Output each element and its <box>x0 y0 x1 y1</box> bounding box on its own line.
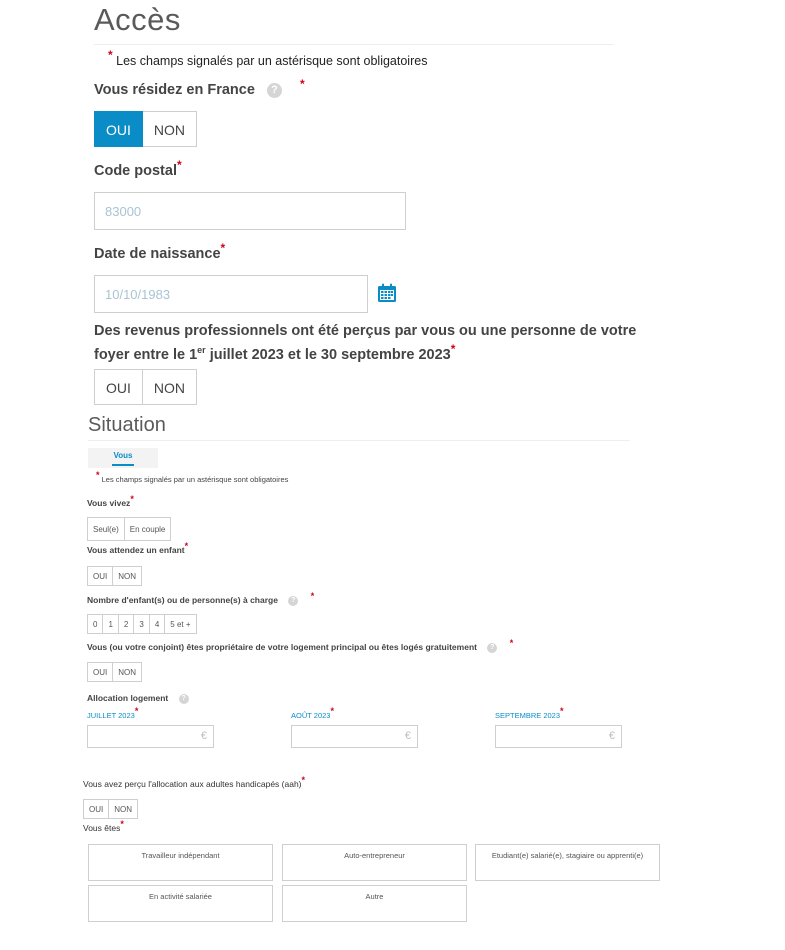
allocation-septembre-input[interactable] <box>495 725 622 748</box>
postal-code-label: Code postal <box>94 163 177 179</box>
section-title-situation: Situation <box>88 414 166 436</box>
tab-vous[interactable]: Vous <box>88 448 158 468</box>
proprietaire-non-button[interactable]: NON <box>113 662 142 682</box>
allocation-label-row: Allocation logement ? <box>87 693 189 704</box>
required-asterisk: * <box>299 77 305 91</box>
resident-label: Vous résidez en France <box>94 82 255 98</box>
help-icon[interactable]: ? <box>288 596 298 606</box>
aah-oui-button[interactable]: OUI <box>83 799 109 819</box>
required-asterisk: * <box>220 241 226 255</box>
tab-active-indicator <box>112 464 134 466</box>
seul-button[interactable]: Seul(e) <box>87 517 125 541</box>
revenus-oui-button[interactable]: OUI <box>94 369 143 405</box>
enfant-oui-button[interactable]: OUI <box>87 566 113 586</box>
required-asterisk: * <box>310 591 315 601</box>
enfant-non-button[interactable]: NON <box>113 566 142 586</box>
section-divider <box>88 440 630 441</box>
revenus-toggle <box>94 369 197 405</box>
vous-vivez-toggle <box>87 517 171 541</box>
section-divider <box>94 44 614 45</box>
resident-non-button[interactable]: NON <box>143 111 197 147</box>
allocation-aout-input[interactable] <box>291 725 418 748</box>
statut-travailleur-independant-option[interactable]: Travailleur indépendant <box>88 844 273 881</box>
aah-toggle <box>83 799 138 819</box>
revenus-question: Des revenus professionnels ont été perçus par vous ou une personne de votre foyer entre le 1er juillet 2023 et le 30 septembre 2023* <box>94 323 637 363</box>
birth-date-label-row <box>94 241 226 262</box>
required-asterisk: * <box>108 48 113 62</box>
required-asterisk: * <box>134 706 139 716</box>
help-icon[interactable]: ? <box>267 83 282 98</box>
month-label-juillet: JUILLET 2023* <box>87 706 139 720</box>
proprietaire-toggle <box>87 662 142 682</box>
revenus-non-button[interactable]: NON <box>143 369 197 405</box>
section-title-acces: Accès <box>94 2 181 37</box>
nb-enfants-label-row: Nombre d'enfant(s) ou de personne(s) à charge ? * <box>87 591 315 605</box>
help-icon[interactable]: ? <box>487 643 497 653</box>
statut-auto-entrepreneur-option[interactable]: Auto-entrepreneur <box>282 844 467 881</box>
resident-label-row <box>94 77 305 98</box>
statut-etudiant-salarie-option[interactable]: Etudiant(e) salarié(e), stagiaire ou apprenti(e) <box>475 844 660 881</box>
statut-autre-option[interactable]: Autre <box>282 885 467 922</box>
en-couple-button[interactable]: En couple <box>125 517 172 541</box>
required-asterisk: * <box>130 494 134 504</box>
statut-activite-salariee-option[interactable]: En activité salariée <box>88 885 273 922</box>
nb-enfants-2-button[interactable]: 2 <box>119 614 134 634</box>
month-label-aout: AOÛT 2023* <box>291 706 334 720</box>
vous-vivez-label-row: Vous vivez* <box>87 494 134 508</box>
resident-oui-button[interactable]: OUI <box>94 111 143 147</box>
postal-code-input[interactable] <box>94 192 406 230</box>
required-asterisk: * <box>450 341 456 356</box>
nb-enfants-1-button[interactable]: 1 <box>103 614 118 634</box>
euro-icon: € <box>404 730 411 742</box>
nb-enfants-3-button[interactable]: 3 <box>134 614 149 634</box>
birth-date-label: Date de naissance <box>94 246 221 262</box>
proprietaire-label-row: Vous (ou votre conjoint) êtes propriétaire de votre logement principal ou êtes logés gratuitement ? * <box>87 638 514 652</box>
help-icon[interactable]: ? <box>179 694 189 704</box>
postal-code-label-row <box>94 158 182 179</box>
nb-enfants-4-button[interactable]: 4 <box>150 614 165 634</box>
euro-icon: € <box>200 730 207 742</box>
nb-enfants-5-plus-button[interactable]: 5 et + <box>165 614 196 634</box>
nb-enfants-toggle <box>87 614 197 634</box>
month-label-septembre: SEPTEMBRE 2023* <box>495 706 564 720</box>
enfant-toggle <box>87 566 142 586</box>
required-fields-note: * Les champs signalés par un astérisque sont obligatoires <box>108 48 428 68</box>
required-asterisk: * <box>96 470 100 480</box>
required-asterisk: * <box>560 706 564 716</box>
required-asterisk: * <box>184 541 189 551</box>
calendar-icon[interactable] <box>377 283 397 303</box>
aah-non-button[interactable]: NON <box>109 799 138 819</box>
required-asterisk: * <box>301 775 306 785</box>
required-asterisk: * <box>120 819 124 829</box>
statut-label-row: Vous êtes* <box>83 819 124 833</box>
required-fields-note-small: * Les champs signalés par un astérisque sont obligatoires <box>96 470 289 484</box>
aah-label-row: Vous avez perçu l'allocation aux adultes handicapés (aah)* <box>83 775 306 789</box>
required-asterisk: * <box>176 158 182 172</box>
required-asterisk: * <box>330 706 334 716</box>
proprietaire-oui-button[interactable]: OUI <box>87 662 113 682</box>
nb-enfants-0-button[interactable]: 0 <box>87 614 103 634</box>
birth-date-input[interactable] <box>94 275 368 313</box>
resident-toggle <box>94 111 197 147</box>
euro-icon: € <box>608 730 615 742</box>
allocation-juillet-input[interactable] <box>87 725 214 748</box>
enfant-label-row: Vous attendez un enfant* <box>87 541 189 555</box>
required-asterisk: * <box>509 638 514 648</box>
